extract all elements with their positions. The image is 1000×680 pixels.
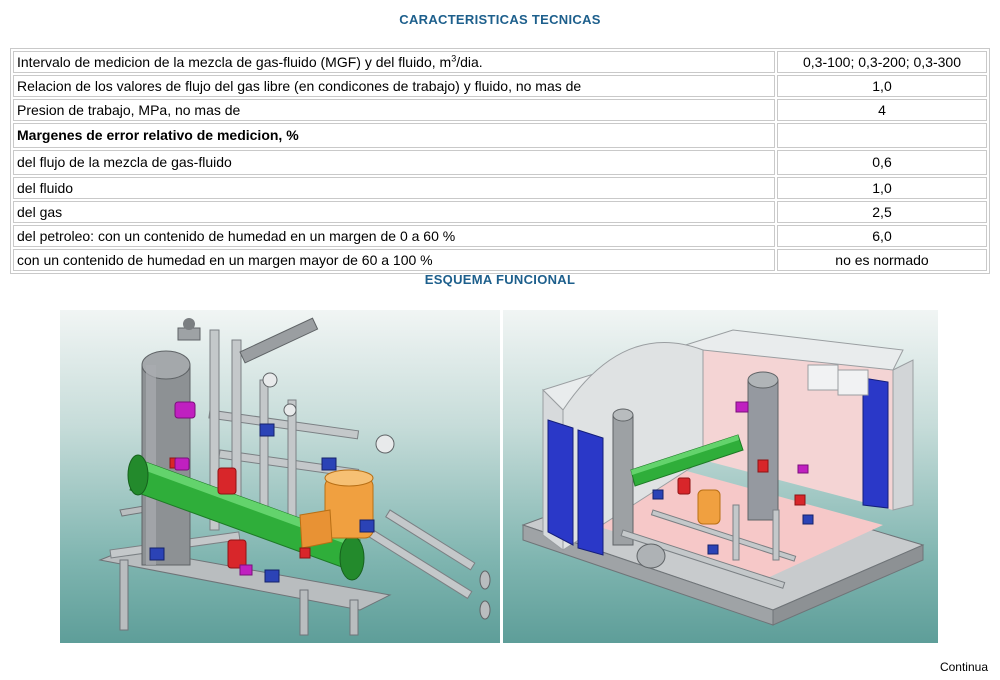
spec-label: Presion de trabajo, MPa, no mas de	[13, 99, 775, 121]
table-row	[13, 123, 987, 148]
spec-table	[10, 48, 990, 274]
spec-label: del fluido	[13, 177, 775, 199]
table-row	[13, 99, 987, 121]
table-row	[13, 51, 987, 73]
table-row	[13, 225, 987, 247]
section-title-esquema: ESQUEMA FUNCIONAL	[424, 272, 576, 287]
section-title-caracteristicas: CARACTERISTICAS TECNICAS	[399, 12, 601, 27]
spec-label: del flujo de la mezcla de gas-fluido	[13, 150, 775, 175]
spec-label: del gas	[13, 201, 775, 223]
spec-label: con un contenido de humedad en un margen mayor de 60 a 100 %	[13, 249, 775, 271]
spec-value: 2,5	[777, 201, 987, 223]
spec-value: 4	[777, 99, 987, 121]
spec-value: 6,0	[777, 225, 987, 247]
spec-value: 0,3-100; 0,3-200; 0,3-300	[777, 51, 987, 73]
equipment-render-left	[60, 310, 500, 643]
table-row	[13, 249, 987, 271]
spec-value: no es normado	[777, 249, 987, 271]
spec-value: 0,6	[777, 150, 987, 175]
spec-value: 1,0	[777, 177, 987, 199]
spec-label: del petroleo: con un contenido de humedad en un margen de 0 a 60 %	[13, 225, 775, 247]
equipment-illustration-left	[60, 310, 500, 643]
table-row	[13, 177, 987, 199]
spec-value: 1,0	[777, 75, 987, 97]
spec-group-label: Margenes de error relativo de medicion, %	[13, 123, 775, 148]
table-row	[13, 150, 987, 175]
equipment-render-right	[503, 310, 938, 643]
continue-link[interactable]: Continua	[939, 660, 988, 674]
spec-label: Relacion de los valores de flujo del gas libre (en condicones de trabajo) y fluido, no mas de	[13, 75, 775, 97]
spec-value	[777, 123, 987, 148]
spec-label: Intervalo de medicion de la mezcla de gas-fluido (MGF) y del fluido, $m^3$/dia.	[13, 51, 775, 73]
orange-tank	[300, 470, 373, 548]
equipment-illustration-right	[503, 310, 938, 643]
table-row	[13, 201, 987, 223]
table-row	[13, 75, 987, 97]
